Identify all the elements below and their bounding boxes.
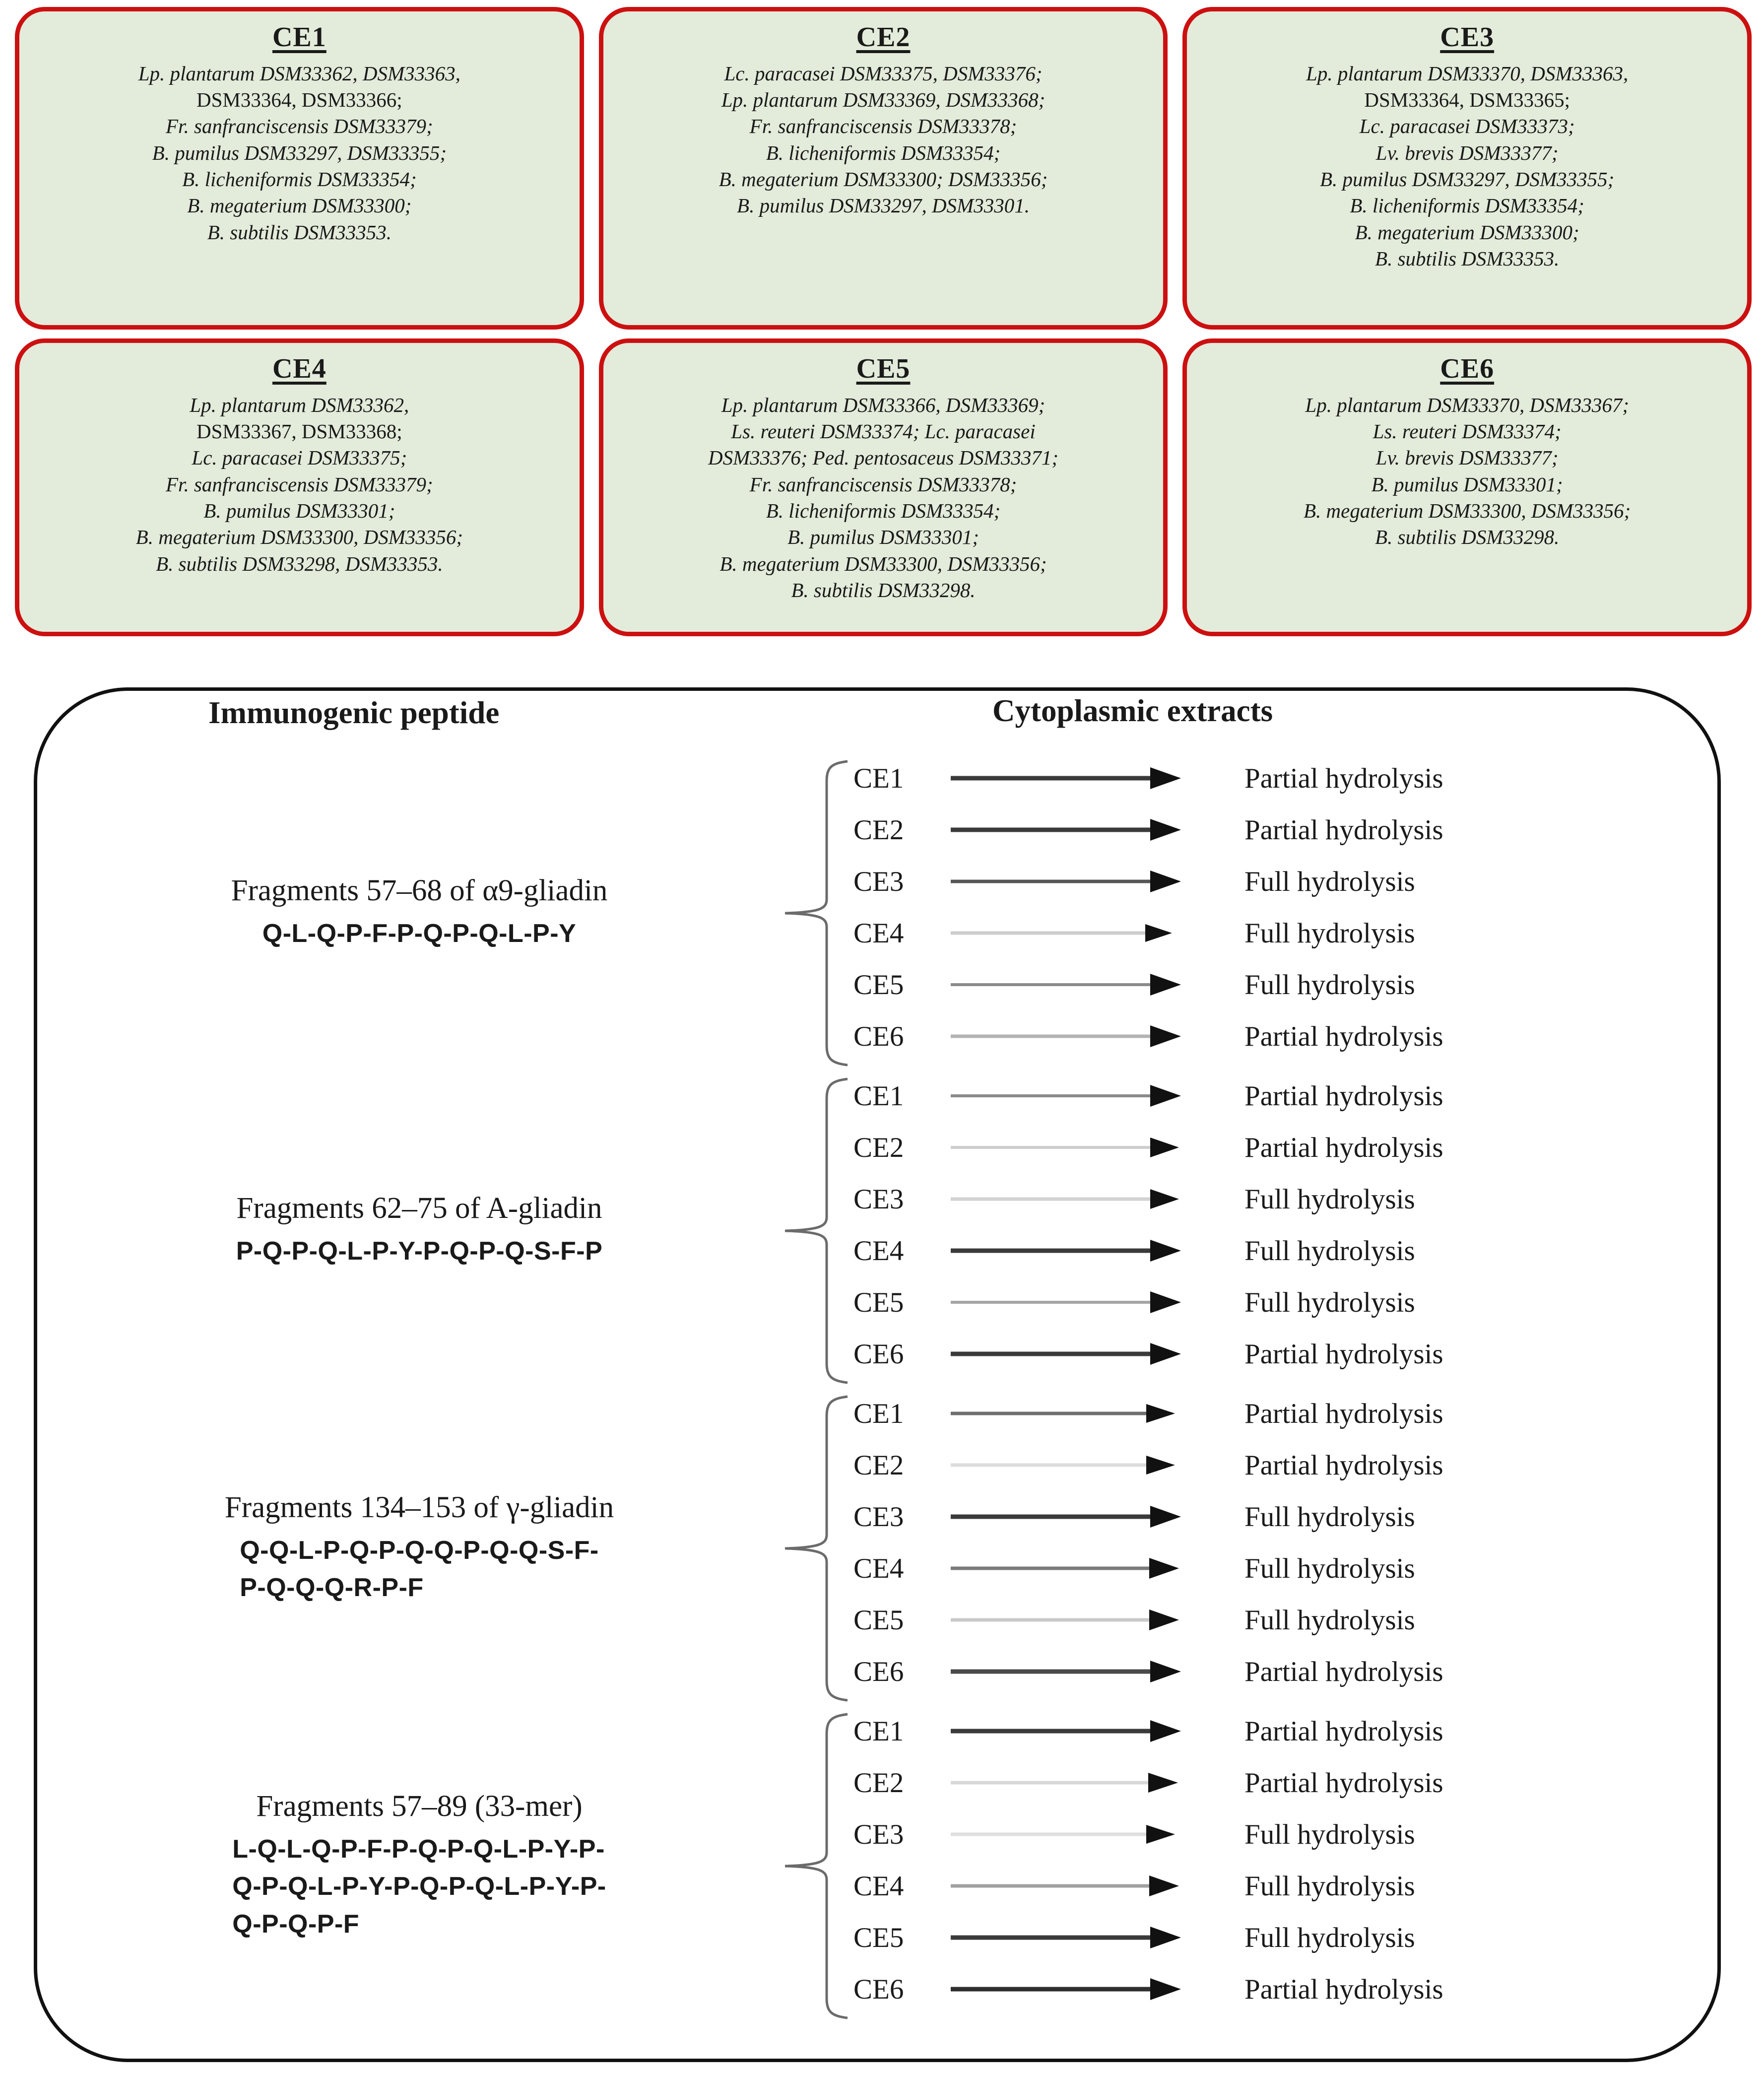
ce-row-tag: CE1 (853, 1080, 904, 1112)
ce-box-strain-list (1198, 61, 1736, 272)
ce-strain-line: B. licheniformis DSM33354; (766, 141, 1001, 164)
arrow-icon (948, 1339, 1186, 1369)
ce-box-strain-list (30, 61, 569, 246)
arrow-icon (948, 1287, 1186, 1317)
ce-strain-line: Lp. plantarum DSM33370, DSM33367; (1305, 393, 1629, 416)
hydrolysis-result: Partial hydrolysis (1244, 1656, 1443, 1687)
fragment-label (60, 1072, 779, 1390)
ce-row-tag: CE2 (853, 1132, 904, 1163)
ce-box-title: CE5 (856, 353, 911, 384)
ce-strain-line: B. licheniformis DSM33354; (182, 167, 417, 191)
ce-result-row (853, 1810, 1717, 1858)
ce-row-tag: CE5 (853, 1286, 904, 1318)
ce-result-row (853, 1759, 1717, 1807)
ce-box-ce6 (1182, 338, 1752, 636)
ce-box-title: CE3 (1440, 22, 1495, 53)
arrow-icon (948, 1768, 1186, 1798)
fragment-group-3 (60, 1390, 1712, 1707)
ce-strain-line: B. pumilus DSM33297, DSM33301. (737, 194, 1030, 217)
ce-box-row-top (15, 7, 1752, 330)
fragment-title: Fragments 57–89 (33-mer) (256, 1789, 583, 1823)
ce-box-title: CE2 (856, 22, 911, 53)
ce-strain-line: B. megaterium DSM33300; (1355, 220, 1579, 244)
hydrolysis-result: Full hydrolysis (1244, 1501, 1415, 1533)
fragment-sequence (236, 1233, 603, 1270)
ce-row-tag: CE5 (853, 1604, 904, 1636)
ce-strain-line: Fr. sanfranciscensis DSM33379; (166, 115, 433, 138)
ce-result-row (853, 754, 1717, 802)
ce-row-tag: CE2 (853, 1767, 904, 1799)
ce-row-tag: CE5 (853, 969, 904, 1001)
ce-box-title: CE6 (1440, 353, 1495, 384)
ce-strain-line: Fr. sanfranciscensis DSM33378; (749, 115, 1017, 138)
ce-result-row (853, 909, 1717, 957)
ce-row-tag: CE1 (853, 762, 904, 794)
arrow-icon (948, 1657, 1186, 1686)
hydrolysis-result: Partial hydrolysis (1244, 1338, 1443, 1370)
hydrolysis-result: Partial hydrolysis (1244, 814, 1443, 846)
fragment-label (60, 1390, 779, 1707)
ce-result-row (853, 1965, 1717, 2013)
ce-strain-line: B. pumilus DSM33297, DSM33355; (152, 141, 447, 164)
arrow-icon (948, 763, 1186, 793)
arrow-icon (948, 1184, 1186, 1214)
ce-strain-line: Lc. paracasei DSM33373; (1359, 115, 1575, 138)
ce-row-tag: CE2 (853, 1449, 904, 1481)
ce-strain-line: B. subtilis DSM33353. (1375, 247, 1560, 270)
ce-box-ce2 (599, 7, 1168, 330)
ce-result-row (853, 1648, 1717, 1695)
hydrolysis-result: Full hydrolysis (1244, 969, 1415, 1001)
fragment-sequence (232, 1831, 606, 1943)
ce-row-tag: CE1 (853, 1398, 904, 1429)
ce-result-row (853, 1390, 1717, 1437)
sequence-line: P-Q-Q-Q-R-P-F (240, 1573, 424, 1602)
arrow-icon (948, 815, 1186, 845)
fragment-sequence (240, 1532, 599, 1607)
ce-box-title: CE4 (272, 353, 327, 384)
ce-strain-line: Lp. plantarum DSM33369, DSM33368; (721, 88, 1045, 112)
ce-result-row (853, 1072, 1717, 1120)
ce-result-row (853, 806, 1717, 854)
fragment-group-2 (60, 1072, 1712, 1390)
ce-row-tag: CE5 (853, 1922, 904, 1953)
ce-row-tag: CE6 (853, 1338, 904, 1370)
ce-strain-line: Lc. paracasei DSM33375, DSM33376; (724, 62, 1043, 85)
ce-strain-line: B. subtilis DSM33298, DSM33353. (156, 552, 443, 575)
ce-result-row (853, 1914, 1717, 1961)
fragment-label (60, 1707, 779, 2025)
arrow-icon (948, 1021, 1186, 1051)
ce-strain-line: Ls. reuteri DSM33374; Lc. paracasei (731, 420, 1036, 443)
ce-result-row (853, 1227, 1717, 1274)
group-brace (784, 1395, 849, 1702)
arrow-icon (948, 1133, 1186, 1162)
ce-result-rows (853, 1072, 1717, 1390)
ce-strain-line: B. pumilus DSM33297, DSM33355; (1320, 167, 1615, 191)
ce-strain-line: B. pumilus DSM33301; (787, 526, 980, 549)
cytoplasmic-extract-boxes (15, 7, 1752, 636)
ce-strain-line: Fr. sanfranciscensis DSM33378; (749, 472, 1017, 496)
ce-box-row-bottom (15, 338, 1752, 636)
ce-box-strain-list (1198, 392, 1736, 551)
ce-strain-line: B. subtilis DSM33353. (207, 220, 392, 244)
arrow-icon (948, 867, 1186, 896)
ce-result-row (853, 1493, 1717, 1541)
arrow-icon (948, 970, 1186, 1000)
arrow-icon (948, 1450, 1186, 1480)
ce-strain-line: Fr. sanfranciscensis DSM33379; (166, 472, 433, 496)
ce-strain-line: Lp. plantarum DSM33366, DSM33369; (721, 393, 1045, 416)
hydrolysis-result: Full hydrolysis (1244, 1183, 1415, 1215)
fragment-title: Fragments 57–68 of α9-gliadin (231, 874, 608, 908)
ce-strain-line: DSM33376; Ped. pentosaceus DSM33371; (708, 446, 1058, 469)
arrow-icon (948, 1974, 1186, 2004)
ce-result-row (853, 1441, 1717, 1489)
group-brace (784, 1712, 849, 2020)
ce-row-tag: CE1 (853, 1715, 904, 1747)
ce-result-row (853, 1596, 1717, 1644)
column-header-immunogenic-peptide: Immunogenic peptide (208, 695, 500, 730)
sequence-line: Q-Q-L-P-Q-P-Q-Q-P-Q-Q-S-F- (240, 1536, 599, 1565)
hydrolysis-result: Full hydrolysis (1244, 1235, 1415, 1267)
ce-row-tag: CE3 (853, 1183, 904, 1215)
hydrolysis-result: Full hydrolysis (1244, 866, 1415, 897)
ce-box-ce1 (15, 7, 584, 330)
ce-row-tag: CE4 (853, 1870, 904, 1902)
hydrolysis-result: Full hydrolysis (1244, 917, 1415, 949)
ce-strain-line: Lp. plantarum DSM33362, DSM33363, (138, 62, 460, 85)
ce-result-rows (853, 1390, 1717, 1707)
fragment-label (60, 754, 779, 1072)
ce-strain-line: Lv. brevis DSM33377; (1375, 446, 1559, 469)
hydrolysis-result: Partial hydrolysis (1244, 762, 1443, 794)
ce-strain-line: Ls. reuteri DSM33374; (1372, 420, 1562, 443)
ce-box-ce3 (1182, 7, 1752, 330)
hydrolysis-result: Full hydrolysis (1244, 1552, 1415, 1584)
ce-result-rows (853, 754, 1717, 1072)
ce-box-strain-list (614, 392, 1153, 603)
ce-strain-line: Lp. plantarum DSM33370, DSM33363, (1306, 62, 1629, 85)
ce-box-strain-list (614, 61, 1153, 219)
fragment-title: Fragments 134–153 of γ-gliadin (224, 1490, 614, 1524)
ce-row-tag: CE2 (853, 814, 904, 846)
sequence-line: Q-P-Q-L-P-Y-P-Q-P-Q-L-P-Y-P- (232, 1872, 606, 1901)
arrow-icon (948, 1605, 1186, 1635)
hydrolysis-result: Partial hydrolysis (1244, 1080, 1443, 1112)
ce-strain-line: B. pumilus DSM33301; (203, 499, 395, 522)
arrow-icon (948, 1236, 1186, 1266)
ce-strain-line: B. megaterium DSM33300; DSM33356; (719, 167, 1048, 191)
ce-box-strain-list (30, 392, 569, 577)
hydrolysis-result: Partial hydrolysis (1244, 1449, 1443, 1481)
ce-strain-line: B. megaterium DSM33300, DSM33356; (1304, 499, 1631, 522)
ce-result-row (853, 1278, 1717, 1326)
ce-result-row (853, 1012, 1717, 1060)
ce-strain-line: DSM33364, DSM33366; (196, 88, 402, 112)
hydrolysis-result: Partial hydrolysis (1244, 1767, 1443, 1799)
fragment-group-4 (60, 1707, 1712, 2025)
arrow-icon (948, 1399, 1186, 1428)
group-brace (784, 759, 849, 1067)
ce-strain-line: B. subtilis DSM33298. (791, 578, 976, 602)
sequence-line: Q-P-Q-P-F (232, 1909, 360, 1939)
ce-row-tag: CE6 (853, 1656, 904, 1687)
ce-row-tag: CE6 (853, 1020, 904, 1052)
ce-strain-line: B. licheniformis DSM33354; (1350, 194, 1584, 217)
ce-row-tag: CE3 (853, 1501, 904, 1533)
hydrolysis-result: Partial hydrolysis (1244, 1020, 1443, 1052)
arrow-icon (948, 1502, 1186, 1532)
arrow-icon (948, 1081, 1186, 1111)
fragment-group-1 (60, 754, 1712, 1072)
ce-result-row (853, 1124, 1717, 1171)
ce-result-rows (853, 1707, 1717, 2025)
ce-strain-line: B. licheniformis DSM33354; (766, 499, 1001, 522)
ce-row-tag: CE3 (853, 1818, 904, 1850)
ce-row-tag: CE4 (853, 917, 904, 949)
ce-box-title: CE1 (272, 22, 327, 53)
column-header-cytoplasmic-extracts: Cytoplasmic extracts (992, 693, 1273, 728)
ce-strain-line: B. megaterium DSM33300, DSM33356; (135, 526, 463, 549)
ce-result-row (853, 961, 1717, 1008)
fragment-title: Fragments 62–75 of A-gliadin (236, 1192, 602, 1225)
ce-strain-line: DSM33367, DSM33368; (196, 420, 402, 443)
hydrolysis-result: Full hydrolysis (1244, 1604, 1415, 1636)
ce-strain-line: Lv. brevis DSM33377; (1375, 141, 1559, 164)
hydrolysis-result: Partial hydrolysis (1244, 1715, 1443, 1747)
ce-strain-line: B. megaterium DSM33300, DSM33356; (719, 552, 1047, 575)
ce-strain-line: DSM33364, DSM33365; (1364, 88, 1570, 112)
ce-strain-line: B. megaterium DSM33300; (187, 194, 412, 217)
sequence-line: P-Q-P-Q-L-P-Y-P-Q-P-Q-S-F-P (236, 1237, 603, 1266)
ce-row-tag: CE4 (853, 1235, 904, 1267)
ce-strain-line: Lc. paracasei DSM33375; (192, 446, 407, 469)
hydrolysis-result: Partial hydrolysis (1244, 1973, 1443, 2005)
ce-result-row (853, 1175, 1717, 1223)
sequence-line: Q-L-Q-P-F-P-Q-P-Q-L-P-Y (262, 919, 577, 948)
ce-strain-line: B. subtilis DSM33298. (1375, 526, 1560, 549)
hydrolysis-result: Full hydrolysis (1244, 1286, 1415, 1318)
arrow-icon (948, 918, 1186, 948)
sequence-line: L-Q-L-Q-P-F-P-Q-P-Q-L-P-Y-P- (232, 1834, 605, 1864)
fragment-sequence (262, 915, 576, 952)
ce-row-tag: CE6 (853, 1973, 904, 2005)
group-brace (784, 1077, 849, 1385)
hydrolysis-result: Full hydrolysis (1244, 1818, 1415, 1850)
hydrolysis-result: Partial hydrolysis (1244, 1132, 1443, 1163)
hydrolysis-result: Full hydrolysis (1244, 1922, 1415, 1953)
ce-result-row (853, 1330, 1717, 1378)
ce-row-tag: CE4 (853, 1552, 904, 1584)
ce-strain-line: B. pumilus DSM33301; (1371, 472, 1563, 496)
arrow-icon (948, 1819, 1186, 1849)
arrow-icon (948, 1871, 1186, 1901)
ce-box-ce4 (15, 338, 584, 636)
ce-result-row (853, 1862, 1717, 1910)
arrow-icon (948, 1553, 1186, 1583)
ce-result-row (853, 1544, 1717, 1592)
arrow-icon (948, 1923, 1186, 1952)
ce-box-ce5 (599, 338, 1168, 636)
ce-result-row (853, 858, 1717, 905)
ce-row-tag: CE3 (853, 866, 904, 897)
hydrolysis-result: Partial hydrolysis (1244, 1398, 1443, 1429)
ce-strain-line: Lp. plantarum DSM33362, (190, 393, 409, 416)
arrow-icon (948, 1716, 1186, 1746)
hydrolysis-result: Full hydrolysis (1244, 1870, 1415, 1902)
ce-result-row (853, 1707, 1717, 1755)
